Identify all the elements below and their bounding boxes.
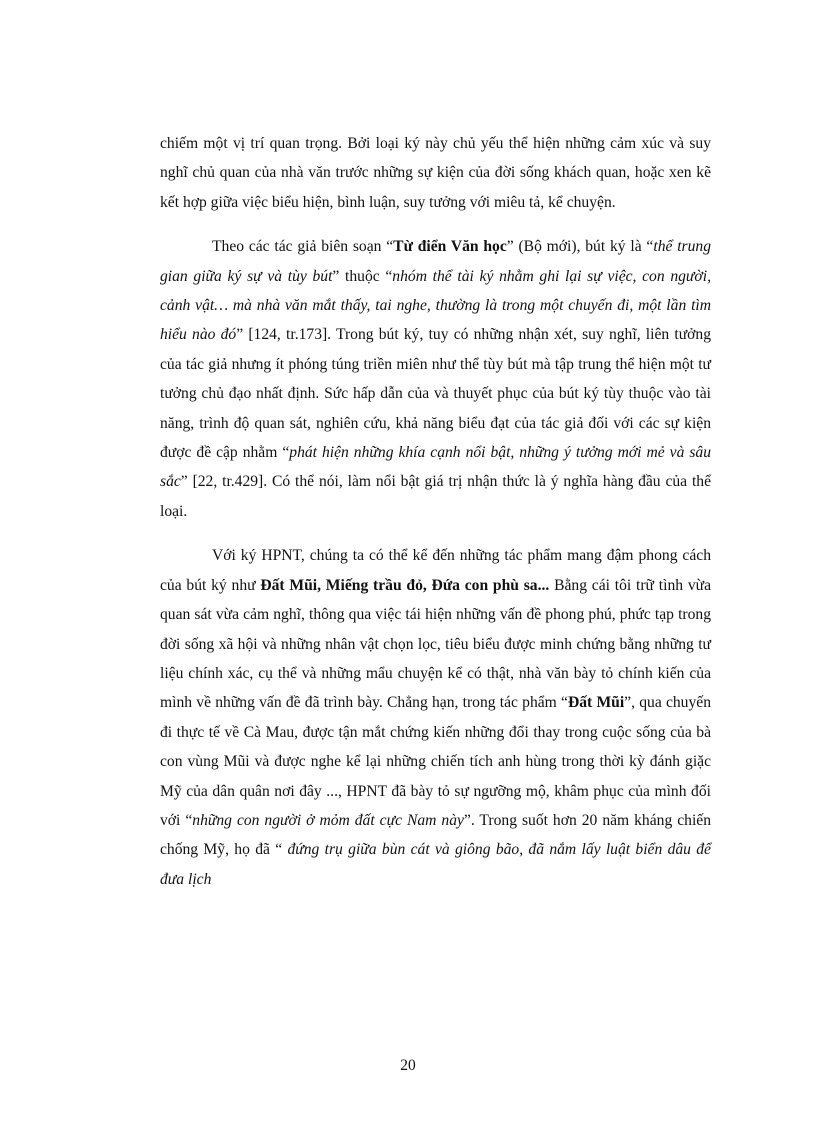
paragraph-2-text: ” [124, tr.173]. Trong bút ký, tuy có những nhận xét, suy nghĩ, liên tưởng của tác giả nhưng ít phóng túng triền miên như thể tùy bút mà tập trung thể hiện một tư tưởng chủ đạo nhất định. Sức hấp dẫn của và thuyết phục của bút ký tùy thuộc vào tài năng, trình độ quan sát, nghiên cứu, khả năng biểu đạt của tác giả đối với các sự kiện được đề cập nhằm “ <box>160 326 711 462</box>
definition-quote: thể trung gian giữa ký sự và tùy bút <box>160 238 711 285</box>
paragraph-3-text: Bằng cái tôi trữ tình vừa quan sát vừa cảm nghĩ, thông qua việc tái hiện những vấn đề phong phú, phức tạp trong đời sống xã hội và những nhân vật chọn lọc, tiêu biểu được minh chứng bằng những tư liệu chính xác, cụ thể và những mẩu chuyện kể có thật, nhà văn bày tỏ chính kiến của mình về những vấn đề đã trình bày. Chẳng hạn, trong tác phẩm “ <box>160 576 711 712</box>
genre-quote: nhóm thể tài ký nhằm ghi lại sự việc, con người, cảnh vật… mà nhà văn mắt thấy, tai nghe, thường là trong một chuyến đi, một lần tìm hiểu nào đó <box>160 267 711 344</box>
work-title-dat-mui: Đất Mũi <box>567 694 625 712</box>
paragraph-3-text: Với ký HPNT, chúng ta có thể kể đến những tác phẩm mang đậm phong cách của bút ký như <box>160 547 711 594</box>
purpose-quote: phát hiện những khía cạnh nổi bật, những ý tưởng mới mẻ và sâu sắc <box>160 444 712 491</box>
work-titles: Đất Mũi, Miếng trầu đỏ, Đứa con phù sa... <box>260 576 550 594</box>
paragraph-2-text: ” (Bộ mới), bút ký là “ <box>506 238 654 256</box>
dictionary-title: Từ điển Văn học <box>393 238 507 256</box>
paragraph-2-text: Theo các tác giả biên soạn “ <box>212 238 394 256</box>
paragraph-3 <box>160 541 711 894</box>
paragraph-1-text: chiếm một vị trí quan trọng. Bởi loại ký này chủ yếu thể hiện những cảm xúc và suy nghĩ chủ quan của nhà văn trước những sự kiện của đời sống khách quan, hoặc xen kẽ kết hợp giữa việc biểu hiện, bình luận, suy tưởng với miêu tả, kể chuyện. <box>160 135 711 211</box>
people-quote: những con người ở mỏm đất cực Nam này <box>192 811 464 829</box>
paragraph-2-text: ” [22, tr.429]. Có thể nói, làm nổi bật giá trị nhận thức là ý nghĩa hàng đầu của thể loại. <box>160 473 711 520</box>
page-body <box>160 129 711 894</box>
page-number: 20 <box>400 1057 416 1074</box>
paragraph-2-text: ” thuộc “ <box>332 267 393 285</box>
paragraph-1 <box>160 129 711 217</box>
paragraph-3-text: ”, qua chuyến đi thực tế về Cà Mau, được tận mắt chứng kiến những đổi thay trong cuộc sống của bà con vùng Mũi và được nghe kể lại những chiến tích anh hùng trong thời kỳ đánh giặc Mỹ của dân quân nơi đây ..., HPNT đã bày tỏ sự ngưỡng mộ, khâm phục của mình đối với “ <box>160 694 711 829</box>
resilience-quote: đứng trụ giữa bùn cát và giông bão, đã nắm lấy luật biển dâu để đưa lịch <box>160 841 711 888</box>
paragraph-2 <box>160 232 711 526</box>
paragraph-3-text: ”. Trong suốt hơn 20 năm kháng chiến chống Mỹ, họ đã “ <box>160 811 711 859</box>
